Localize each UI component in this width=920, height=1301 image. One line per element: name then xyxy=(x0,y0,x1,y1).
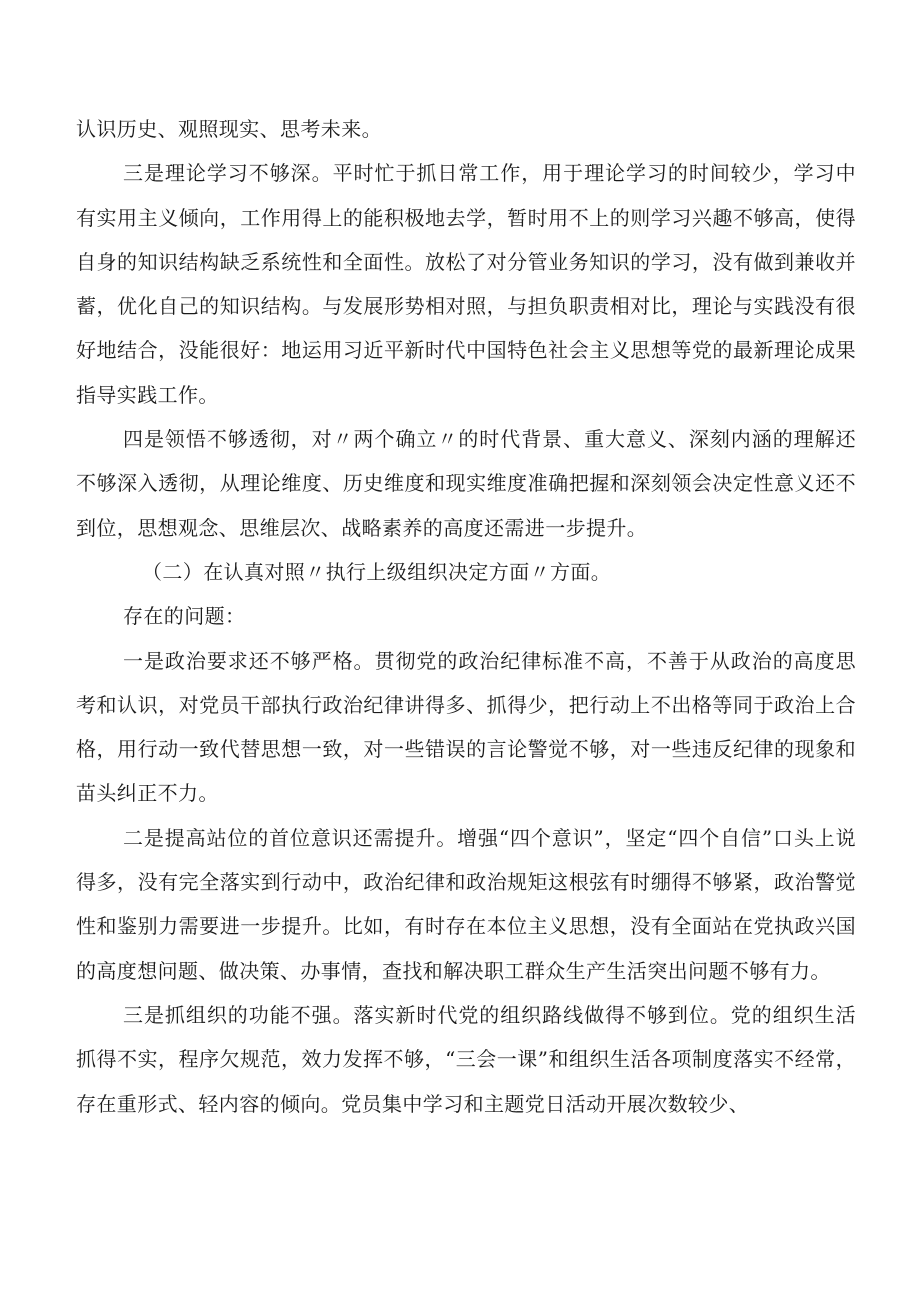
paragraph-organization-function: 三是抓组织的功能不强。落实新时代党的组织路线做得不够到位。党的组织生活抓得不实，程序欠规范，效力发挥不够，“三会一课”和组织生活各项制度落实不经常，存在重形式、轻内容的倾向。党员集中学习和主题党日活动开展次数较少、 xyxy=(76,1002,856,1116)
paragraph-political-standing: 二是提高站位的首位意识还需提升。增强“四个意识”，坚定“四个自信”口头上说得多，没有完全落实到行动中，政治纪律和政治规矩这根弦有时绷得不够紧，政治警觉性和鉴别力需要进一步提升。比如，有时存在本位主义思想，没有全面站在党执政兴国的高度想问题、做决策、办事情，查找和解决职工群众生产生活突出问题不够有力。 xyxy=(76,825,856,983)
section-heading-two: （二）在认真对照〃执行上级组织决定方面〃方面。 xyxy=(142,559,612,584)
paragraph-existing-problems: 存在的问题： xyxy=(123,604,246,629)
paragraph-continuation: 认识历史、观照现实、思考未来。 xyxy=(76,117,382,141)
document-body xyxy=(76,107,856,1126)
paragraph-political-requirements: 一是政治要求还不够严格。贯彻党的政治纪律标准不高，不善于从政治的高度思考和认识，对党员干部执行政治纪律讲得多、抓得少，把行动上不出格等同于政治上合格，用行动一致代替思想一致，对一些错误的言论警觉不够，对一些违反纪律的现象和苗头纠正不力。 xyxy=(76,648,856,806)
paragraph-understanding: 四是领悟不够透彻，对〃两个确立〃的时代背景、重大意义、深刻内涵的理解还不够深入透彻，从理论维度、历史维度和现实维度准确把握和深刻领会决定性意义还不到位，思想观念、思维层次、战略素养的高度还需进一步提升。 xyxy=(76,427,856,540)
paragraph-theory-study: 三是理论学习不够深。平时忙于抓日常工作，用于理论学习的时间较少，学习中有实用主义倾向，工作用得上的能积极地去学，暂时用不上的则学习兴趣不够高，使得自身的知识结构缺乏系统性和全面性。放松了对分管业务知识的学习，没有做到兼收并蓄，优化自己的知识结构。与发展形势相对照，与担负职责相对比，理论与实践没有很好地结合，没能很好：地运用习近平新时代中国特色社会主义思想等党的最新理论成果指导实践工作。 xyxy=(76,161,856,407)
